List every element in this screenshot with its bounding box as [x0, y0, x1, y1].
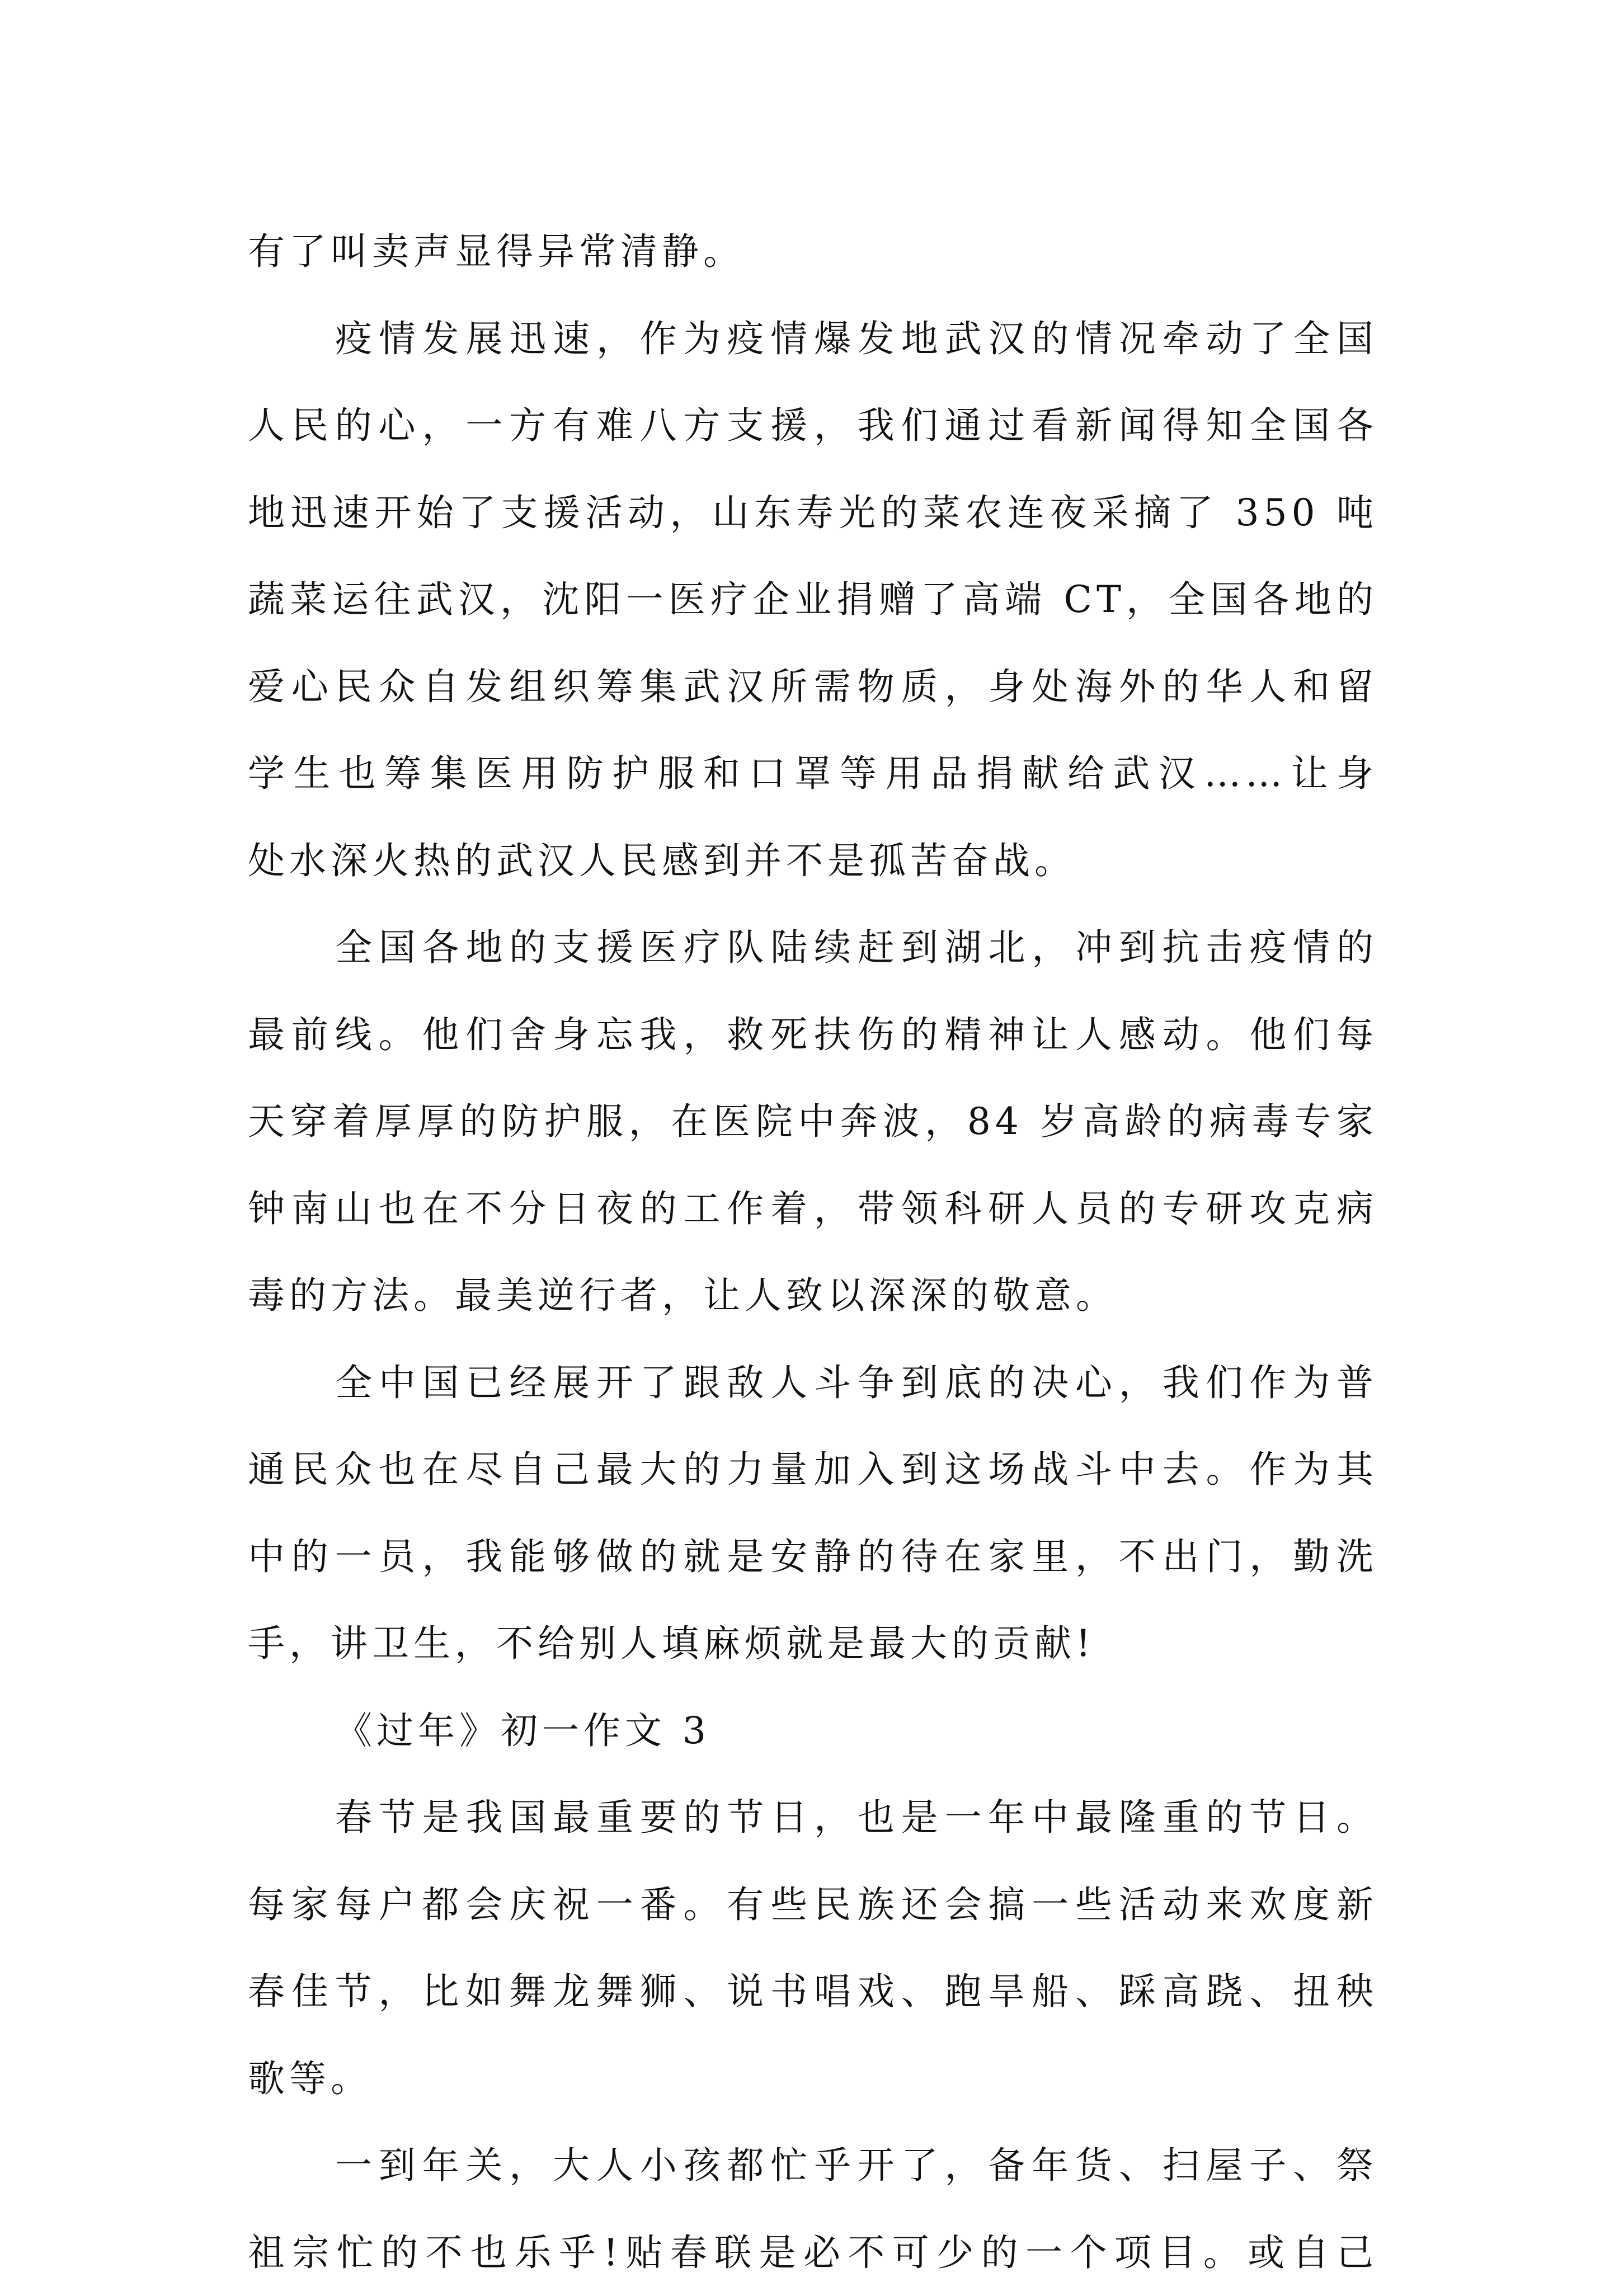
text-line: 处水深火热的武汉人民感到并不是孤苦奋战。	[248, 817, 1378, 905]
text-line: 中的一员，我能够做的就是安静的待在家里，不出门，勤洗	[248, 1513, 1378, 1601]
text-line: 蔬菜运往武汉，沈阳一医疗企业捐赠了高端 CT，全国各地的	[248, 556, 1378, 643]
body-text	[248, 208, 1378, 2296]
text-line: 每家每户都会庆祝一番。有些民族还会搞一些活动来欢度新	[248, 1861, 1378, 1949]
text-line: 春佳节，比如舞龙舞狮、说书唱戏、跑旱船、踩高跷、扭秧	[248, 1948, 1378, 2035]
text-line: 手，讲卫生，不给别人填麻烦就是最大的贡献!	[248, 1600, 1378, 1687]
text-line: 春节是我国最重要的节日，也是一年中最隆重的节日。	[248, 1774, 1378, 1861]
text-line: 学生也筹集医用防护服和口罩等用品捐献给武汉……让身	[248, 730, 1378, 817]
text-line: 天穿着厚厚的防护服，在医院中奔波，84 岁高龄的病毒专家	[248, 1078, 1378, 1165]
text-line: 疫情发展迅速，作为疫情爆发地武汉的情况牵动了全国	[248, 295, 1378, 383]
text-line: 地迅速开始了支援活动，山东寿光的菜农连夜采摘了 350 吨	[248, 469, 1378, 557]
text-line: 一到年关，大人小孩都忙乎开了，备年货、扫屋子、祭	[248, 2122, 1378, 2209]
text-line: 全国各地的支援医疗队陆续赶到湖北，冲到抗击疫情的	[248, 904, 1378, 991]
text-line: 爱心民众自发组织筹集武汉所需物质，身处海外的华人和留	[248, 643, 1378, 731]
text-line: 有了叫卖声显得异常清静。	[248, 208, 1378, 295]
text-line: 人民的心，一方有难八方支援，我们通过看新闻得知全国各	[248, 382, 1378, 469]
text-line: 全中国已经展开了跟敌人斗争到底的决心，我们作为普	[248, 1339, 1378, 1427]
section-heading: 《过年》初一作文 3	[248, 1687, 1378, 1775]
text-line: 钟南山也在不分日夜的工作着，带领科研人员的专研攻克病	[248, 1165, 1378, 1253]
text-line: 祖宗忙的不也乐乎!贴春联是必不可少的一个项目。或自己	[248, 2209, 1378, 2296]
text-line: 歌等。	[248, 2035, 1378, 2123]
text-line: 毒的方法。最美逆行者，让人致以深深的敬意。	[248, 1252, 1378, 1339]
text-line: 通民众也在尽自己最大的力量加入到这场战斗中去。作为其	[248, 1426, 1378, 1513]
text-line: 最前线。他们舍身忘我，救死扶伤的精神让人感动。他们每	[248, 991, 1378, 1079]
